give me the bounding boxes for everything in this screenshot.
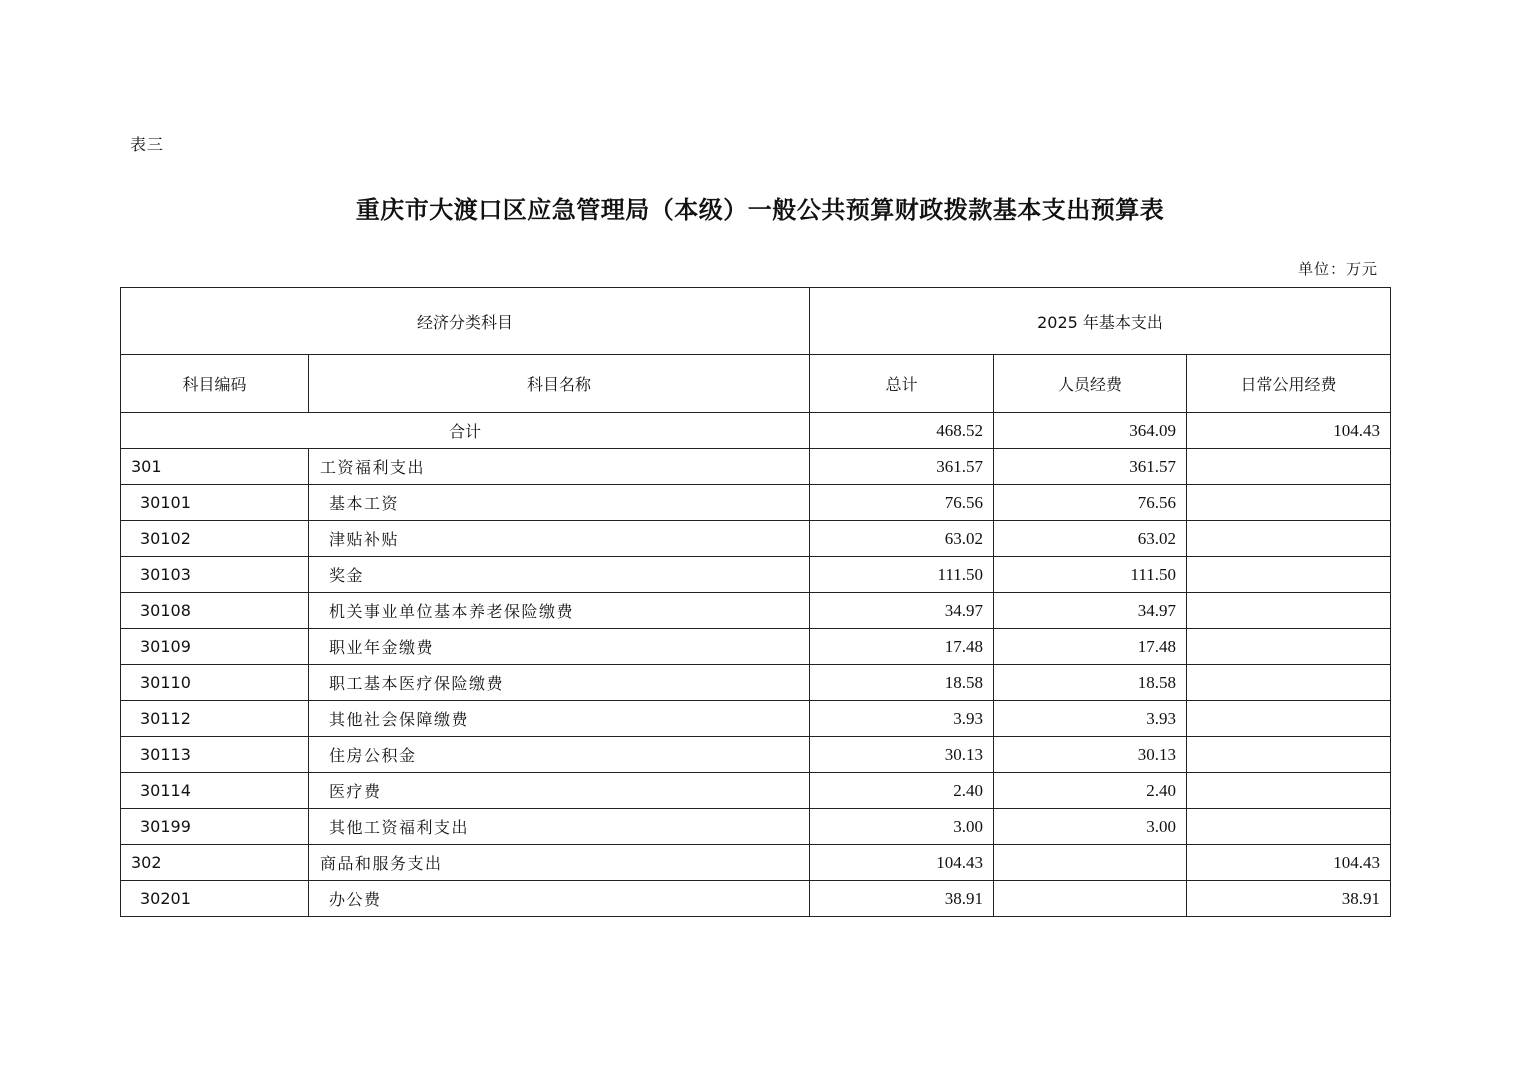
total-label: 合计 (121, 413, 810, 449)
column-header-row (121, 355, 1391, 413)
cell-personnel: 3.00 (994, 809, 1187, 845)
cell-personnel: 76.56 (994, 485, 1187, 521)
table-row (121, 557, 1391, 593)
table-row (121, 665, 1391, 701)
cell-code: 30112 (121, 701, 309, 737)
table-row (121, 809, 1391, 845)
cell-name: 工资福利支出 (309, 449, 810, 485)
cell-total: 104.43 (810, 845, 994, 881)
cell-personnel: 34.97 (994, 593, 1187, 629)
cell-code: 30103 (121, 557, 309, 593)
header-code: 科目编码 (121, 355, 309, 413)
cell-public (1187, 665, 1391, 701)
cell-public (1187, 485, 1391, 521)
cell-total: 76.56 (810, 485, 994, 521)
cell-personnel: 111.50 (994, 557, 1187, 593)
cell-total: 38.91 (810, 881, 994, 917)
cell-code: 30102 (121, 521, 309, 557)
cell-code: 30199 (121, 809, 309, 845)
total-sum: 468.52 (810, 413, 994, 449)
cell-name: 机关事业单位基本养老保险缴费 (309, 593, 810, 629)
cell-public: 38.91 (1187, 881, 1391, 917)
cell-total: 63.02 (810, 521, 994, 557)
cell-name: 职业年金缴费 (309, 629, 810, 665)
cell-code: 30201 (121, 881, 309, 917)
total-personnel: 364.09 (994, 413, 1187, 449)
table-row (121, 881, 1391, 917)
table-row (121, 449, 1391, 485)
cell-name: 医疗费 (309, 773, 810, 809)
header-year-basic-expenditure: 2025 年基本支出 (810, 288, 1391, 355)
table-row (121, 593, 1391, 629)
cell-name: 奖金 (309, 557, 810, 593)
cell-code: 301 (121, 449, 309, 485)
document-title: 重庆市大渡口区应急管理局（本级）一般公共预算财政拨款基本支出预算表 (355, 195, 1165, 224)
cell-total: 361.57 (810, 449, 994, 485)
budget-table (120, 287, 1391, 917)
cell-personnel (994, 845, 1187, 881)
cell-total: 30.13 (810, 737, 994, 773)
cell-personnel: 18.58 (994, 665, 1187, 701)
cell-code: 30110 (121, 665, 309, 701)
cell-total: 3.93 (810, 701, 994, 737)
cell-code: 30113 (121, 737, 309, 773)
cell-code: 30108 (121, 593, 309, 629)
header-personnel: 人员经费 (994, 355, 1187, 413)
cell-name: 商品和服务支出 (309, 845, 810, 881)
cell-public (1187, 629, 1391, 665)
cell-total: 111.50 (810, 557, 994, 593)
cell-total: 2.40 (810, 773, 994, 809)
table-row (121, 845, 1391, 881)
cell-personnel: 17.48 (994, 629, 1187, 665)
table-row (121, 737, 1391, 773)
total-public: 104.43 (1187, 413, 1391, 449)
total-row (121, 413, 1391, 449)
cell-public (1187, 557, 1391, 593)
table-row (121, 629, 1391, 665)
cell-public (1187, 593, 1391, 629)
cell-public (1187, 737, 1391, 773)
cell-personnel: 63.02 (994, 521, 1187, 557)
table-row (121, 485, 1391, 521)
header-name: 科目名称 (309, 355, 810, 413)
cell-total: 3.00 (810, 809, 994, 845)
cell-personnel: 361.57 (994, 449, 1187, 485)
unit-label: 单位：万元 (1297, 260, 1378, 278)
cell-name: 其他工资福利支出 (309, 809, 810, 845)
cell-public (1187, 701, 1391, 737)
table-row (121, 521, 1391, 557)
cell-name: 其他社会保障缴费 (309, 701, 810, 737)
cell-public (1187, 773, 1391, 809)
cell-name: 基本工资 (309, 485, 810, 521)
cell-public (1187, 521, 1391, 557)
table-number-label: 表三 (130, 135, 165, 154)
cell-personnel: 30.13 (994, 737, 1187, 773)
cell-name: 职工基本医疗保险缴费 (309, 665, 810, 701)
header-total: 总计 (810, 355, 994, 413)
header-economic-classification: 经济分类科目 (121, 288, 810, 355)
cell-name: 津贴补贴 (309, 521, 810, 557)
group-header-row (121, 288, 1391, 355)
cell-personnel: 3.93 (994, 701, 1187, 737)
table-row (121, 773, 1391, 809)
cell-name: 住房公积金 (309, 737, 810, 773)
cell-public (1187, 809, 1391, 845)
cell-total: 34.97 (810, 593, 994, 629)
cell-public (1187, 449, 1391, 485)
cell-code: 30109 (121, 629, 309, 665)
cell-code: 302 (121, 845, 309, 881)
cell-public: 104.43 (1187, 845, 1391, 881)
cell-personnel (994, 881, 1187, 917)
header-public: 日常公用经费 (1187, 355, 1391, 413)
cell-code: 30114 (121, 773, 309, 809)
cell-total: 17.48 (810, 629, 994, 665)
cell-name: 办公费 (309, 881, 810, 917)
table-row (121, 701, 1391, 737)
cell-code: 30101 (121, 485, 309, 521)
cell-total: 18.58 (810, 665, 994, 701)
cell-personnel: 2.40 (994, 773, 1187, 809)
